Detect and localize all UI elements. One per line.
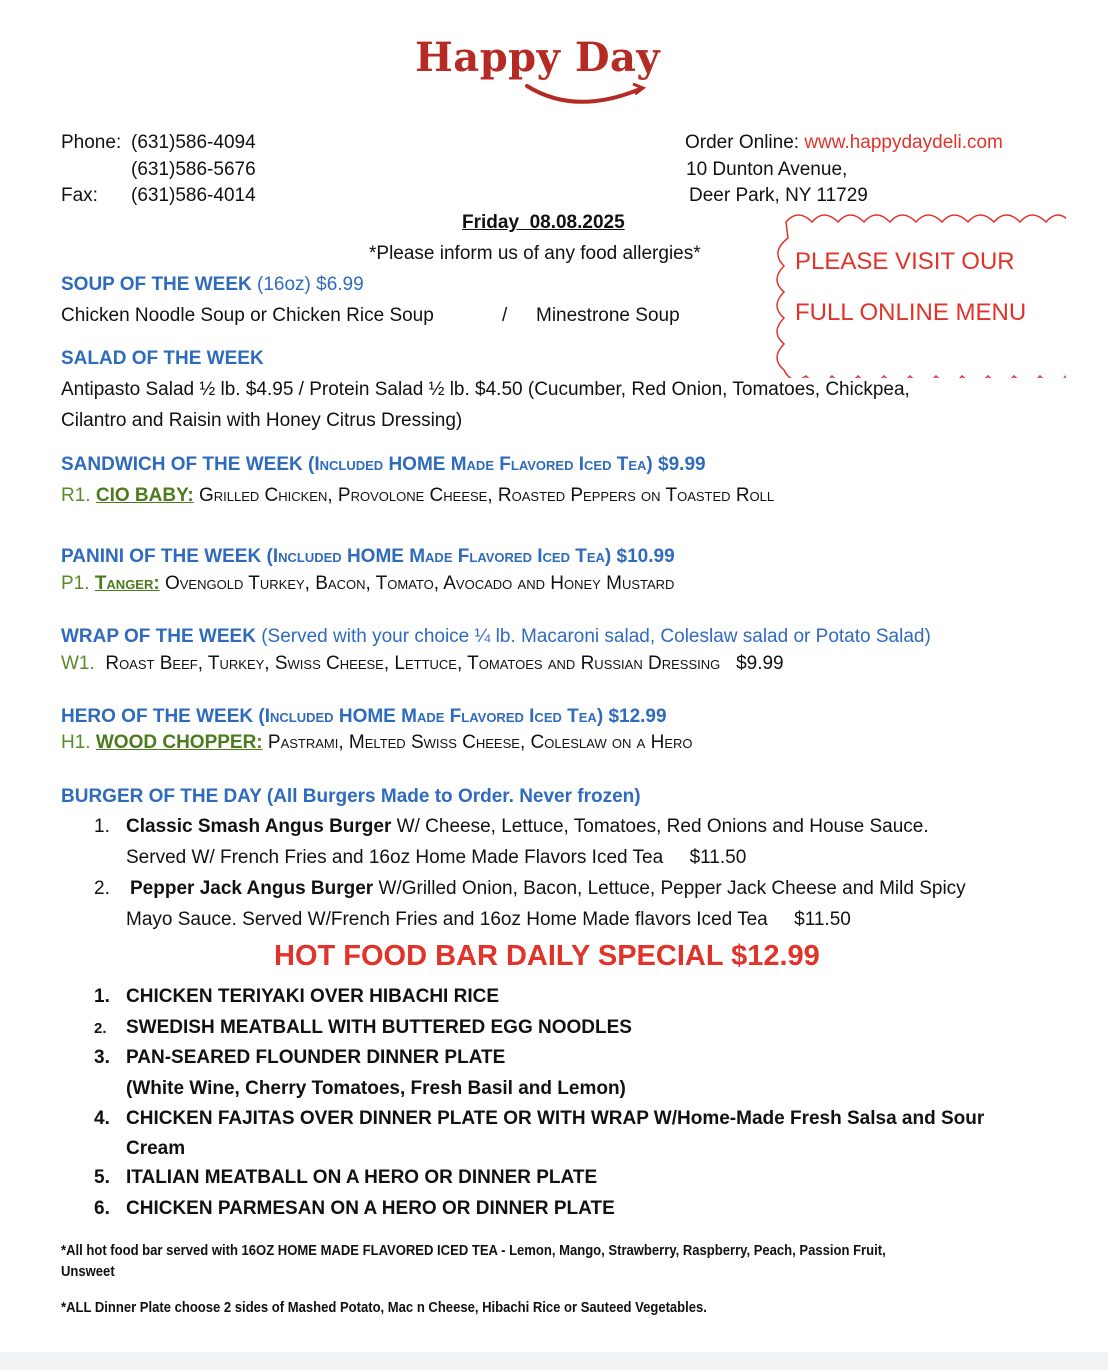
hot-item-5-num: 5.	[94, 1167, 110, 1188]
wrap-item	[61, 653, 784, 675]
hot-item-4-num: 4.	[94, 1108, 110, 1129]
hot-item-2: SWEDISH MEATBALL WITH BUTTERED EGG NOODLES	[126, 1017, 632, 1038]
callout-line-2: FULL ONLINE MENU	[795, 299, 1027, 326]
burger-2-desc-2: Mayo Sauce. Served W/French Fries and 16oz Home Made flavors Iced Tea	[126, 909, 768, 930]
hero-price: $12.99	[608, 706, 667, 727]
hero-item	[61, 732, 693, 754]
burger-1-price: $11.50	[689, 847, 747, 868]
burger-1-name: Classic Smash Angus Burger	[126, 816, 392, 837]
fax-label: Fax:	[61, 185, 98, 206]
online-menu-callout[interactable]	[764, 208, 1066, 378]
hot-item-3-num: 3.	[94, 1047, 110, 1068]
burger-1-desc: W/ Cheese, Lettuce, Tomatoes, Red Onions and House Sauce.	[396, 816, 929, 837]
burger-1-line-2	[126, 847, 746, 869]
hero-tea-note: (Included HOME Made Flavored Iced Tea)	[258, 706, 604, 727]
order-online-label: Order Online:	[685, 132, 800, 153]
hero-code: H1.	[61, 732, 91, 753]
hero-name: WOOD CHOPPER:	[95, 732, 263, 753]
burger-2-num: 2.	[94, 878, 110, 899]
wrap-title: WRAP OF THE WEEK	[61, 626, 256, 647]
hot-item-2-num: 2.	[94, 1020, 107, 1037]
website-link[interactable]: www.happydaydeli.com	[804, 132, 1003, 153]
burger-2-price: $11.50	[794, 909, 851, 930]
burger-2-line-2	[126, 909, 851, 931]
hero-desc: Pastrami, Melted Swiss Cheese, Coleslaw on a Hero	[267, 732, 693, 753]
footnote-sides: *ALL Dinner Plate choose 2 sides of Mashed Potato, Mac n Cheese, Hibachi Rice or Sauteed Vegetables.	[61, 1300, 707, 1316]
hot-item-4-cont: Cream	[126, 1138, 186, 1159]
wrap-code: W1.	[61, 653, 95, 674]
phone-number-1[interactable]: (631)586-4094	[131, 132, 256, 153]
panini-item	[61, 573, 674, 595]
soup-separator: /	[502, 305, 508, 326]
page-bottom-band	[0, 1352, 1108, 1370]
burger-2-desc: W/Grilled Onion, Bacon, Lettuce, Pepper Jack Cheese and Mild Spicy	[378, 878, 966, 899]
panini-name: Tanger:	[94, 573, 160, 594]
sandwich-heading	[61, 454, 706, 476]
panini-price: $10.99	[616, 546, 675, 567]
wrap-heading	[61, 626, 931, 648]
sandwich-item	[61, 485, 774, 507]
panini-desc: Ovengold Turkey, Bacon, Tomato, Avocado and Honey Mustard	[164, 573, 675, 594]
sandwich-price: $9.99	[658, 454, 706, 475]
logo-wordmark: Happy Day	[415, 34, 661, 81]
salad-title: SALAD OF THE WEEK	[61, 348, 264, 369]
sandwich-desc: Grilled Chicken, Provolone Cheese, Roasted Peppers on Toasted Roll	[198, 485, 775, 506]
allergy-note: *Please inform us of any food allergies*	[369, 243, 701, 264]
hot-food-bar-title: HOT FOOD BAR DAILY SPECIAL $12.99	[274, 940, 820, 972]
phone-number-2[interactable]: (631)586-5676	[131, 159, 256, 180]
burger-1-line-1	[126, 816, 929, 838]
soup-heading	[61, 274, 364, 296]
callout-line-1: PLEASE VISIT OUR	[795, 248, 1015, 275]
hero-title: HERO OF THE WEEK	[61, 706, 254, 727]
sandwich-name: CIO BABY:	[95, 485, 194, 506]
burger-1-num: 1.	[94, 816, 110, 837]
hot-item-3-detail: (White Wine, Cherry Tomatoes, Fresh Basil and Lemon)	[126, 1078, 626, 1099]
sandwich-title: SANDWICH OF THE WEEK	[61, 454, 303, 475]
hot-item-6: CHICKEN PARMESAN ON A HERO OR DINNER PLATE	[126, 1198, 615, 1219]
panini-tea-note: (Included HOME Made Flavored Iced Tea)	[266, 546, 612, 567]
footnote-tea-2: Unsweet	[61, 1264, 115, 1280]
soup-price: (16oz) $6.99	[257, 274, 364, 295]
salad-line-2: Cilantro and Raisin with Honey Citrus Dressing)	[61, 410, 463, 431]
burger-title: BURGER OF THE DAY (All Burgers Made to Order. Never frozen)	[61, 786, 641, 807]
address-line-2: Deer Park, NY 11729	[689, 185, 868, 206]
footnote-tea-1: *All hot food bar served with 16OZ HOME MADE FLAVORED ICED TEA - Lemon, Mango, Strawberry, Raspberry, Peach, Passion Fruit,	[61, 1243, 886, 1259]
scalloped-border-icon	[764, 208, 1066, 378]
soup-title: SOUP OF THE WEEK	[61, 274, 252, 295]
burger-2-name: Pepper Jack Angus Burger	[130, 878, 374, 899]
sandwich-code: R1.	[61, 485, 91, 506]
order-online	[685, 132, 1003, 154]
hot-item-1-num: 1.	[94, 986, 110, 1007]
hot-item-3: PAN-SEARED FLOUNDER DINNER PLATE	[126, 1047, 506, 1068]
fax-number: (631)586-4014	[131, 185, 256, 206]
panini-heading	[61, 546, 675, 568]
soup-item-1: Chicken Noodle Soup or Chicken Rice Soup	[61, 305, 434, 326]
hot-item-4: CHICKEN FAJITAS OVER DINNER PLATE OR WITH WRAP W/Home-Made Fresh Salsa and Sour	[126, 1108, 985, 1129]
hot-item-1: CHICKEN TERIYAKI OVER HIBACHI RICE	[126, 986, 500, 1007]
hot-item-5: ITALIAN MEATBALL ON A HERO OR DINNER PLATE	[126, 1167, 598, 1188]
wrap-price: $9.99	[736, 653, 784, 674]
burger-1-desc-2: Served W/ French Fries and 16oz Home Made Flavors Iced Tea	[126, 847, 664, 868]
menu-date: Friday 08.08.2025	[462, 212, 625, 233]
panini-code: P1.	[61, 573, 90, 594]
salad-line-1: Antipasto Salad ½ lb. $4.95 / Protein Salad ½ lb. $4.50 (Cucumber, Red Onion, Tomatoes, Chickpea,	[61, 379, 910, 400]
logo-smile-swoosh-icon	[415, 34, 700, 106]
panini-title: PANINI OF THE WEEK	[61, 546, 262, 567]
address-line-1: 10 Dunton Avenue,	[686, 159, 848, 180]
hot-item-6-num: 6.	[94, 1198, 110, 1219]
burger-2-line-1	[130, 878, 966, 900]
happy-day-logo	[415, 34, 700, 106]
wrap-desc: Roast Beef, Turkey, Swiss Cheese, Lettuce, Tomatoes and Russian Dressing	[105, 653, 721, 674]
phone-label: Phone:	[61, 132, 122, 153]
wrap-note: (Served with your choice ¼ lb. Macaroni salad, Coleslaw salad or Potato Salad)	[261, 626, 931, 647]
soup-item-2: Minestrone Soup	[536, 305, 680, 326]
hero-heading	[61, 706, 667, 728]
sandwich-tea-note: (Included HOME Made Flavored Iced Tea)	[308, 454, 653, 475]
